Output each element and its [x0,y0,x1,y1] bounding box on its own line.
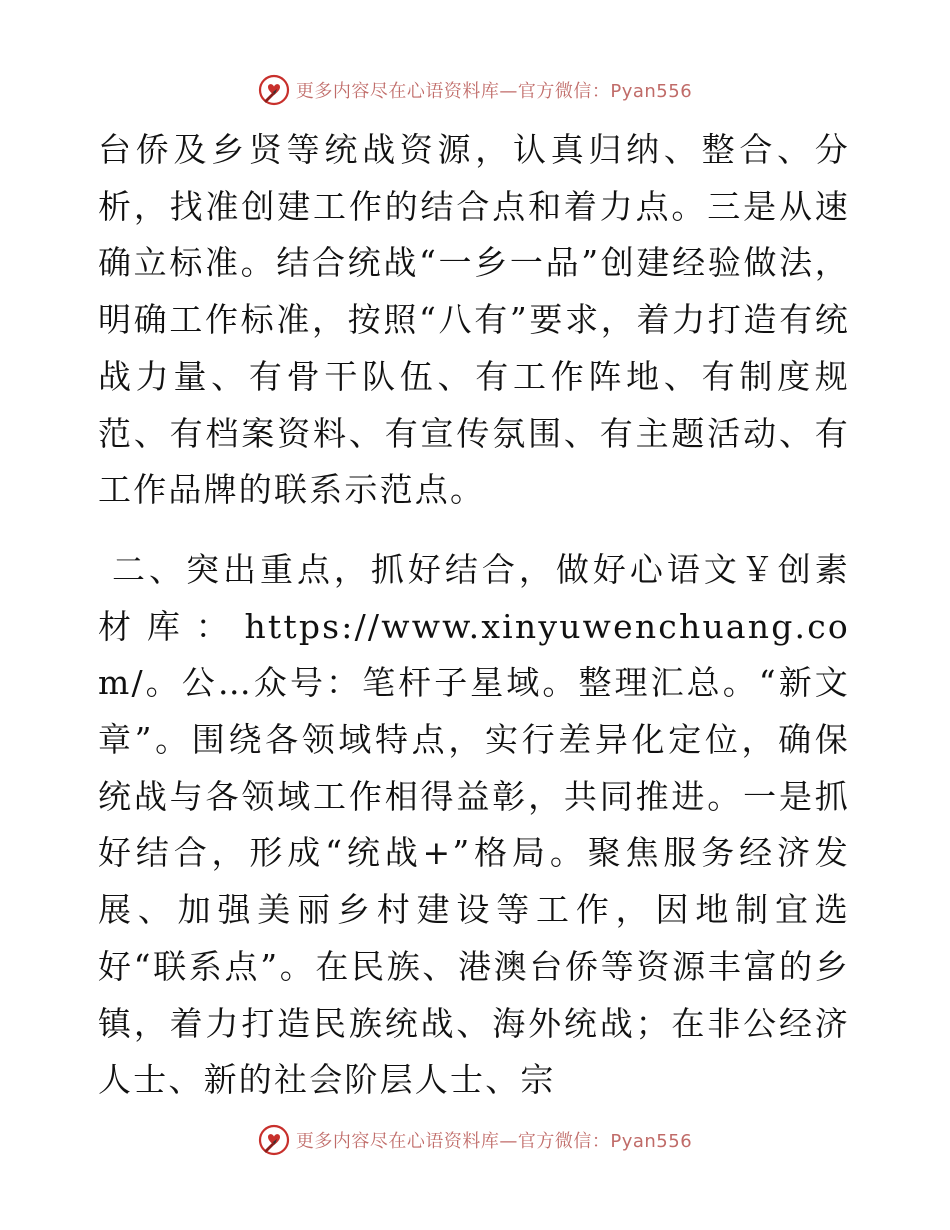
watermark-text: 更多内容尽在心语资料库—官方微信：Pyan556 [295,81,693,102]
paragraph-1: 台侨及乡贤等统战资源，认真归纳、整合、分析，找准创建工作的结合点和着力点。三是从速确立标准。结合统战“一乡一品”创建经验做法，明确工作标准，按照“八有”要求，着力打造有统战力量、有骨干队伍、有工作阵地、有制度规范、有档案资料、有宣传氛围、有主题活动、有工作品牌的联系示范点。 [98,130,850,510]
watermark-text: 更多内容尽在心语资料库—官方微信：Pyan556 [295,1131,693,1152]
paragraph-2: 二、突出重点，抓好结合，做好心语文￥创素材库：https://www.xinyuwenchuang.com/。公…众号：笔杆子星域。整理汇总。“新文章”。围绕各领域特点，实行差异化定位，确保统战与各领域工作相得益彰，共同推进。一是抓好结合，形成“统战+”格局。聚焦服务经济发展、加强美丽乡村建设等工作，因地制宜选好“联系点”。在民族、港澳台侨等资源丰富的乡镇，着力打造民族统战、海外统战；在非公经济人士、新的社会阶层人士、宗 [98,549,850,1100]
document-body [98,122,850,1109]
header-watermark [0,70,950,110]
heart-pen-logo-icon [258,1124,290,1156]
heart-pen-logo-icon [258,74,290,106]
footer-watermark [0,1120,950,1160]
